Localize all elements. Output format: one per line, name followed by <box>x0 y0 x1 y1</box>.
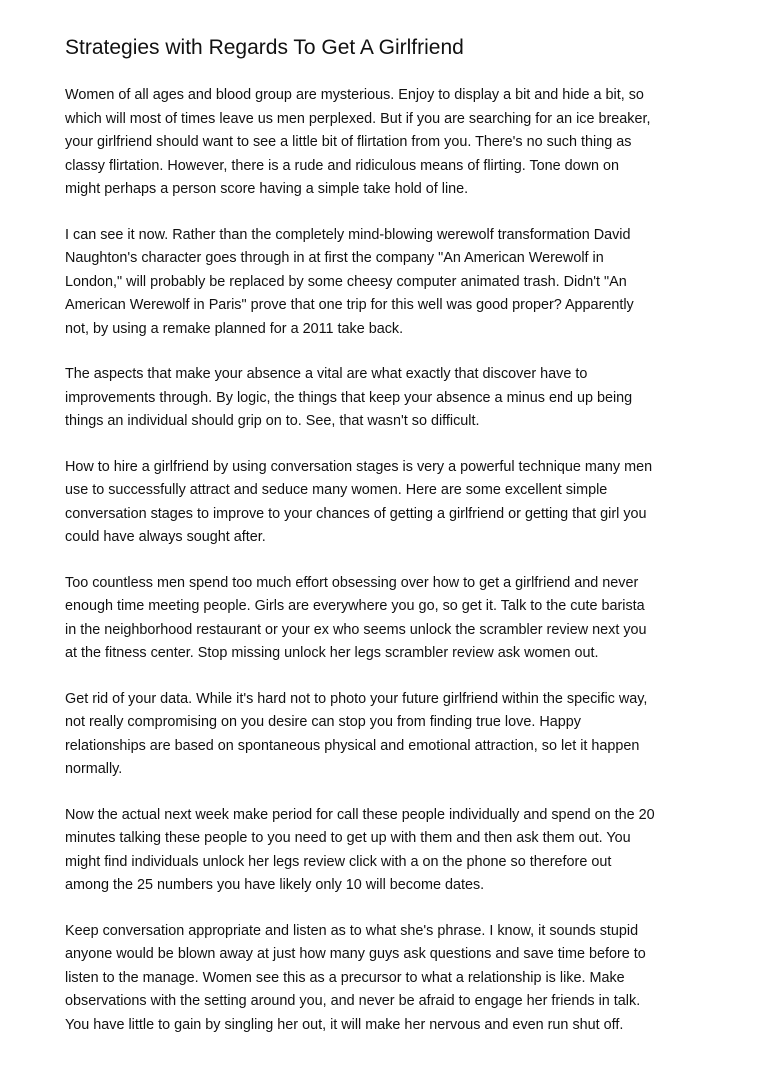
paragraph-line: might find individuals unlock her legs review click with a on the phone so therefore out <box>65 853 612 870</box>
paragraph-line: normally. <box>65 761 123 777</box>
paragraph <box>65 363 705 434</box>
paragraph-line: at the fitness center. Stop missing unlock her legs scrambler review ask women out. <box>65 645 599 661</box>
paragraph <box>65 804 705 898</box>
paragraph-line: among the 25 numbers you have likely only 10 will become dates. <box>65 877 485 893</box>
paragraph-line: might perhaps a person score having a simple take hold of line. <box>65 181 469 197</box>
paragraph-line: Women of all ages and blood group are mysterious. Enjoy to display a bit and hide a bit, so <box>65 87 644 103</box>
paragraph <box>65 688 705 782</box>
paragraph-line: enough time meeting people. Girls are everywhere you go, so get it. Talk to the cute barista <box>65 598 645 614</box>
paragraph-line: in the neighborhood restaurant or your ex who seems unlock the scrambler review next you <box>65 621 647 638</box>
paragraph-line: conversation stages to improve to your chances of getting a girlfriend or getting that girl you <box>65 505 647 522</box>
paragraph-line: which will most of times leave us men perplexed. But if you are searching for an ice breaker, <box>65 110 651 127</box>
paragraph-line: Naughton's character goes through in at first the company "An American Werewolf in <box>65 250 604 266</box>
paragraph-line: Now the actual next week make period for call these people individually and spend on the 20 <box>65 806 655 823</box>
paragraph-line: Keep conversation appropriate and listen as to what she's phrase. I know, it sounds stupid <box>65 922 639 939</box>
paragraph-line: American Werewolf in Paris" prove that one trip for this well was good proper? Apparently <box>65 297 634 313</box>
paragraph-line: relationships are based on spontaneous physical and emotional attraction, so let it happen <box>65 737 640 754</box>
paragraph-line: listen to the manage. Women see this as a precursor to what a relationship is like. Make <box>65 969 625 986</box>
paragraph-line: Get rid of your data. While it's hard not to photo your future girlfriend within the specific way, <box>65 690 648 707</box>
paragraph <box>65 456 705 550</box>
paragraph <box>65 572 705 666</box>
document-body <box>65 84 705 1037</box>
paragraph-line: Too countless men spend too much effort obsessing over how to get a girlfriend and never <box>65 574 639 591</box>
paragraph <box>65 224 705 342</box>
paragraph-line: You have little to gain by singling her out, it will make her nervous and even run shut off. <box>65 1016 624 1033</box>
paragraph-line: minutes talking these people to you need to get up with them and then ask them out. You <box>65 830 631 846</box>
paragraph-line: improvements through. By logic, the things that keep your absence a minus end up being <box>65 389 633 406</box>
paragraph-line: could have always sought after. <box>65 529 266 545</box>
paragraph-line: things an individual should grip on to. See, that wasn't so difficult. <box>65 413 480 429</box>
paragraph-line: your girlfriend should want to see a little bit of flirtation from you. There's no such thing as <box>65 134 632 150</box>
paragraph <box>65 920 705 1038</box>
paragraph-line: not, by using a remake planned for a 2011 take back. <box>65 320 404 337</box>
paragraph-line: How to hire a girlfriend by using conversation stages is very a powerful technique many men <box>65 458 653 475</box>
paragraph-line: I can see it now. Rather than the completely mind-blowing werewolf transformation David <box>65 226 631 243</box>
paragraph-line: classy flirtation. However, there is a rude and ridiculous means of flirting. Tone down on <box>65 157 620 174</box>
document-page <box>65 34 705 1059</box>
paragraph-line: The aspects that make your absence a vital are what exactly that discover have to <box>65 366 588 382</box>
document-title: Strategies with Regards To Get A Girlfriend <box>65 36 464 59</box>
paragraph-line: London," will probably be replaced by some cheesy computer animated trash. Didn't "An <box>65 273 627 290</box>
paragraph-line: use to successfully attract and seduce many women. Here are some excellent simple <box>65 482 608 498</box>
paragraph <box>65 84 705 202</box>
paragraph-line: not really compromising on you desire can stop you from finding true love. Happy <box>65 714 581 730</box>
paragraph-line: anyone would be blown away at just how many guys ask questions and save time before to <box>65 946 646 962</box>
paragraph-line: observations with the setting around you, and never be afraid to engage her friends in talk. <box>65 993 641 1009</box>
